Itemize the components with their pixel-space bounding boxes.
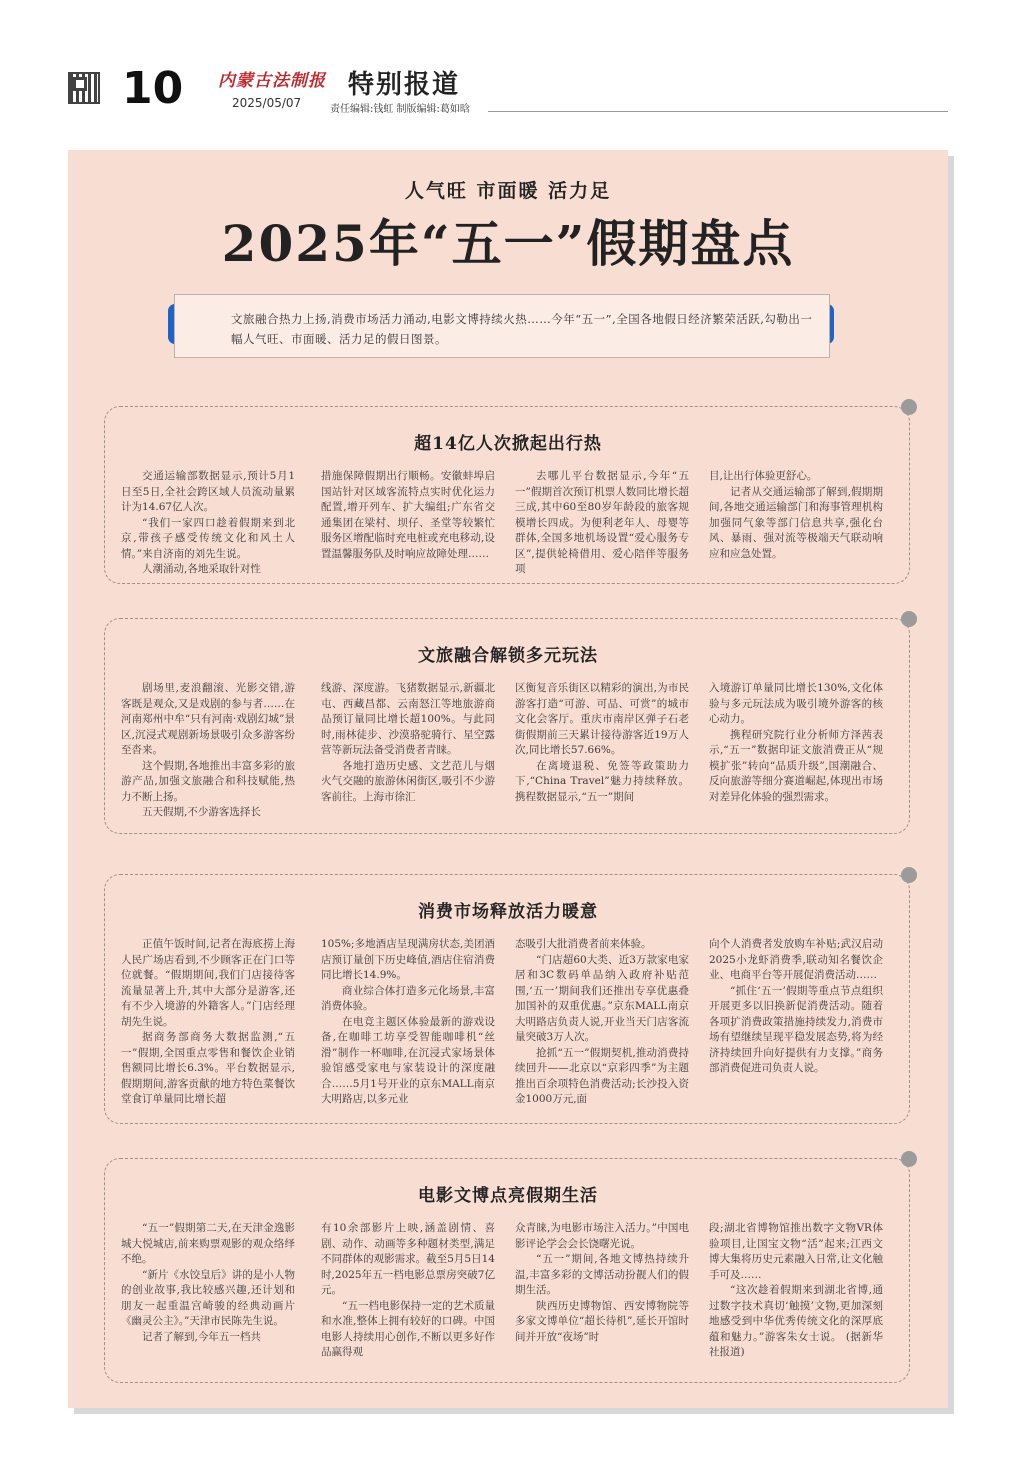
page-number: 10	[122, 63, 184, 114]
article-paragraph: 众青睐,为电影市场注入活力。”中国电影评论学会会长饶曙光说。	[515, 1222, 689, 1250]
article-column	[121, 937, 295, 1108]
article-column	[321, 937, 495, 1108]
article-paragraph: 有10余部影片上映,涵盖剧情、喜剧、动作、动画等多种题材类型,满足不同群体的观影需求。截至5月5日14时,2025年五一档电影总票房突破7亿元。	[321, 1222, 495, 1296]
article-column	[709, 937, 883, 1077]
article-paragraph: 正值午饭时间,记者在海底捞上海人民广场店看到,不少顾客正在门口等位就餐。“假期期间,我们门店接待客流量显著上升,其中大部分是游客,还有不少入境游的外籍客人。”门店经理胡先生说。	[121, 938, 295, 1028]
article-column	[709, 469, 883, 562]
article-paragraph: 交通运输部数据显示,预计5月1日至5日,全社会跨区域人员流动量累计为14.67亿人次。	[121, 470, 295, 513]
article-paragraph: 在电竞主题区体验最新的游戏设备,在咖啡工坊享受智能咖啡机“丝滑”制作一杯咖啡,在沉浸式家场景体验馆感受家电与家装设计的深度融合……5月1号开业的京东MALL南京大明路店,以多元业	[321, 1015, 495, 1105]
article-paragraph: 这个假期,各地推出丰富多彩的旅游产品,加强文旅融合和科技赋能,热力不断上扬。	[121, 759, 295, 803]
article-column	[515, 937, 689, 1108]
masthead	[0, 0, 1024, 120]
article-column	[321, 681, 495, 805]
article-section-culture-tourism	[104, 618, 910, 834]
article-paragraph: 105%;多地酒店呈现满房状态,美团酒店预订量创下历史峰值,酒店住宿消费同比增长14.9%。	[321, 938, 495, 981]
article-column	[515, 1221, 689, 1345]
article-column	[321, 1221, 495, 1361]
lead-text: 文旅融合热力上扬,消费市场活力涌动,电影文博持续火热……今年“五一”,全国各地假日经济繁荣活跃,勾勒出一幅人气旺、市面暖、活力足的假日图景。	[231, 312, 813, 346]
qr-code-icon	[68, 72, 100, 104]
article-paragraph: “新片《水饺皇后》讲的是小人物的创业故事,我比较感兴趣,还计划和朋友一起重温宫崎骏的经典动画片《幽灵公主》。”天津市民陈先生说。	[121, 1268, 295, 1327]
section-title: 特别报道	[348, 70, 461, 100]
article-paragraph: 陕西历史博物馆、西安博物院等多家文博单位“超长待机”,延长开馆时间并开放“夜场”时	[515, 1299, 689, 1343]
article-paragraph: 目,让出行体验更舒心。	[709, 470, 818, 482]
article-paragraph: 线游、深度游。飞猪数据显示,新疆北屯、西藏昌都、云南怒江等地旅游商品预订量同比增长超100%。与此同时,雨林徒步、沙漠骆驼骑行、星空露营等新玩法备受消费者青睐。	[321, 682, 495, 756]
lead-box	[174, 294, 830, 358]
article-paragraph: 段;湖北省博物馆推出数字文物VR体验项目,让国宝文物“活”起来;江西文博大集将历史元素融入日常,让文化触手可及……	[709, 1222, 883, 1281]
article-paragraph: “五一”假期第二天,在天津金逸影城大悦城店,前来购票观影的观众络绎不绝。	[121, 1222, 295, 1265]
section-heading: 消费市场释放活力暖意	[418, 902, 598, 922]
article-paragraph: 措施保障假期出行顺畅。安徽蚌埠启国站针对区域客流特点实时优化运力配置,增开列车、扩大编组;广东省交通集团在梁村、坝仔、圣堂等较繁忙服务区增配临时充电桩或充电移动,设置温馨服务队及时响应故障处理……	[321, 470, 495, 560]
article-paragraph: 抢抓“五一”假期契机,推动消费持续回升——北京以“京彩四季”为主题推出百余项特色消费活动;长沙投入资金1000万元,面	[515, 1046, 689, 1105]
article-paragraph: 商业综合体打造多元化场景,丰富消费体验。	[321, 984, 495, 1012]
article-paragraph: “五一”期间,各地文博热持续升温,丰富多彩的文博活动扮靓人们的假期生活。	[515, 1253, 689, 1296]
article-column	[709, 681, 883, 805]
article-paragraph: 五天假期,不少游客选择长	[142, 806, 261, 818]
article-paragraph: 剧场里,麦浪翻滚、光影交错,游客既是观众,又是戏剧的参与者……在河南郑州中牟“只有河南·戏剧幻城”景区,沉浸式观剧新场景吸引众多游客纷至沓来。	[121, 682, 295, 756]
article-paragraph: 各地打造历史感、文艺范儿与烟火气交融的旅游休闲街区,吸引不少游客前往。上海市徐汇	[321, 759, 495, 803]
section-heading: 电影文博点亮假期生活	[418, 1186, 598, 1206]
article-paragraph: 记者了解到,今年五一档共	[142, 1330, 261, 1343]
article-section-consumption	[104, 874, 910, 1124]
article-paragraph: 人潮涌动,各地采取针对性	[142, 563, 261, 575]
article-column	[121, 1221, 295, 1345]
article-paragraph: 区衡复音乐街区以精彩的演出,为市民游客打造“可游、可品、可赏”的城市文化会客厅。重庆市南岸区弹子石老街假期前三天累计接待游客近19万人次,同比增长57.66%。	[515, 682, 689, 756]
section-dot-icon	[901, 867, 917, 883]
issue-date: 2025/05/07	[232, 96, 302, 110]
header-rule	[488, 111, 948, 112]
editors-line: 责任编辑:钱虹 制版编辑:葛如晗	[330, 104, 470, 115]
article-column	[321, 469, 495, 562]
article-column	[709, 1221, 883, 1361]
article-paragraph: 向个人消费者发放购车补贴;武汉启动2025小龙虾消费季,联动知名餐饮企业、电商平台等开展促消费活动……	[709, 938, 883, 981]
article-paragraph: 在离境退税、免签等政策助力下,“China Travel”魅力持续释放。携程数据显示,“五一”期间	[515, 759, 689, 803]
article-paragraph: 据商务部商务大数据监测,“五一”假期,全国重点零售和餐饮企业销售额同比增长6.3%。平台数据显示,假期期间,游客贡献的地方特色菜餐饮堂食订单量同比增长超	[121, 1031, 295, 1105]
article-paragraph: “我们一家四口趁着假期来到北京,带孩子感受传统文化和风土人情。”来自济南的刘先生说。	[121, 516, 295, 560]
article-column	[121, 469, 295, 578]
article-paragraph: 携程研究院行业分析师方泽茜表示,“五一”数据印证文旅消费正从“规模扩张”转向“品质升级”,国潮融合、反向旅游等细分赛道崛起,体现出市场对差异化体验的强烈需求。	[709, 728, 883, 803]
article-paragraph: 去哪儿平台数据显示,今年“五一”假期首次预订机票人数同比增长超三成,其中60至80岁年龄段的旅客规模增长四成。为便利老年人、母婴等群体,全国多地机场设置“爱心服务专区”,提供轮椅借用、爱心陪伴等服务项	[515, 470, 689, 575]
feature-panel	[68, 150, 948, 1408]
section-heading: 超14亿人次掀起出行热	[414, 434, 602, 454]
article-paragraph: 记者从交通运输部了解到,假期期间,各地交通运输部门和海事管理机构加强同气象等部门信息共享,强化台风、暴雨、强对流等极端天气联动响应和应急处置。	[709, 485, 883, 560]
article-section-film-museum	[104, 1158, 910, 1383]
article-paragraph: 入境游订单量同比增长130%,文化体验与多元玩法成为吸引境外游客的核心动力。	[709, 682, 883, 725]
article-column	[515, 469, 689, 578]
feature-title: 2025年“五一”假期盘点	[221, 214, 795, 273]
article-section-travel	[104, 406, 910, 584]
article-column	[121, 681, 295, 821]
article-paragraph: “抓住‘五一’假期等重点节点组织开展更多以旧换新促消费活动。随着各项扩消费政策措施持续发力,消费市场有望继续呈现平稳发展态势,将为经济持续回升向好提供有力支撑。”商务部消费促进司负责人说。	[709, 984, 883, 1074]
section-dot-icon	[901, 611, 917, 627]
article-paragraph: “五一档电影保持一定的艺术质量和水准,整体上拥有较好的口碑。中国电影人持续用心创作,不断以更多好作品赢得观	[321, 1299, 495, 1358]
section-dot-icon	[901, 1151, 917, 1167]
newspaper-logo: 内蒙古法制报	[218, 71, 326, 91]
article-paragraph: “这次趁着假期来到湖北省博,通过数字技术真切‘触摸’文物,更加深刻地感受到中华优秀传统文化的深厚底蕴和魅力。”游客朱女士说。 (据新华社报道)	[709, 1284, 883, 1358]
article-paragraph: “门店超60大类、近3万款家电家居和3C数码单品纳入政府补贴范围,‘五一’期间我们还推出专享优惠叠加国补的双重优惠。”京东MALL南京大明路店负责人说,开业当天门店客流量突破3万人次。	[515, 953, 689, 1043]
article-column	[515, 681, 689, 805]
feature-kicker: 人气旺 市面暖 活力足	[404, 180, 612, 202]
section-dot-icon	[901, 399, 917, 415]
article-paragraph: 态吸引大批消费者前来体验。	[515, 938, 652, 950]
section-heading: 文旅融合解锁多元玩法	[418, 646, 598, 666]
